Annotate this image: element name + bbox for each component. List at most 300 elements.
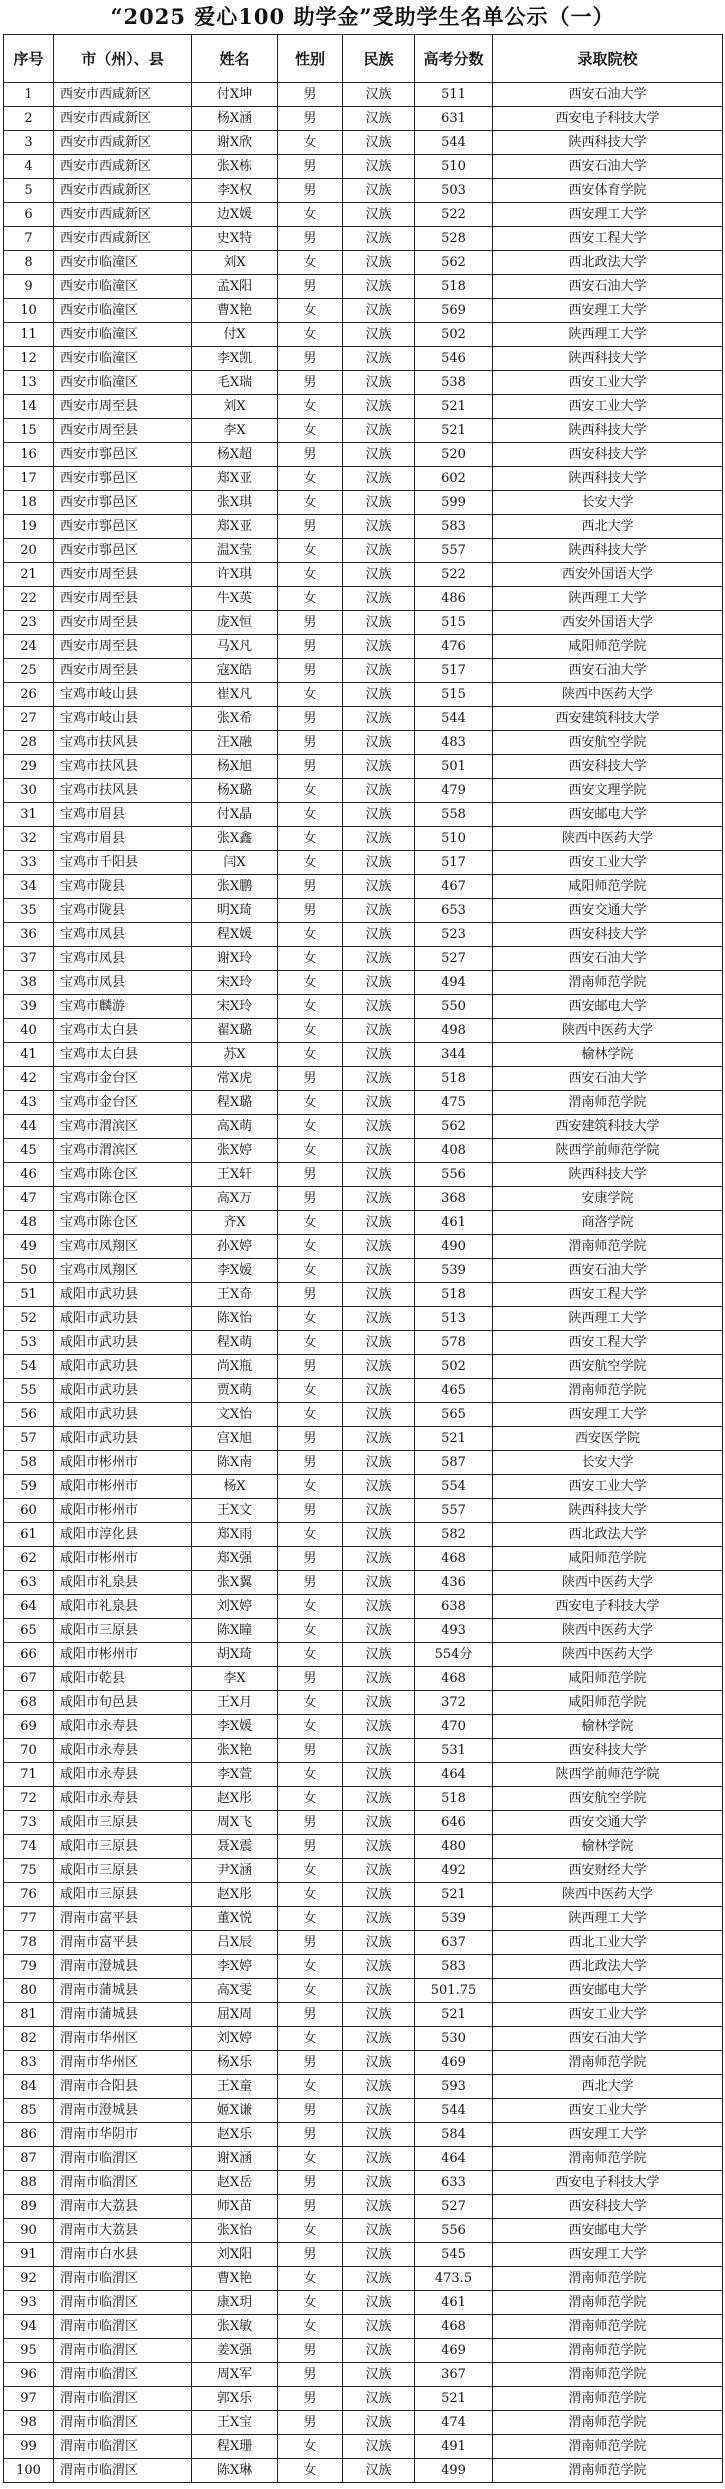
cell-ethnicity: 汉族 [343, 1211, 415, 1235]
cell-university: 安康学院 [493, 1187, 723, 1211]
cell-score: 468 [415, 2315, 493, 2339]
cell-ethnicity: 汉族 [343, 731, 415, 755]
cell-region: 西安市西咸新区 [54, 107, 192, 131]
cell-university: 榆林学院 [493, 1715, 723, 1739]
cell-index: 55 [4, 1379, 54, 1403]
cell-ethnicity: 汉族 [343, 443, 415, 467]
cell-university: 西北大学 [493, 515, 723, 539]
cell-region: 咸阳市永寿县 [54, 1763, 192, 1787]
cell-name: 张X鑫 [192, 827, 278, 851]
cell-gender: 男 [278, 1187, 343, 1211]
cell-score: 475 [415, 1091, 493, 1115]
cell-index: 30 [4, 779, 54, 803]
cell-region: 宝鸡市凤县 [54, 971, 192, 995]
table-row [4, 467, 723, 491]
cell-score: 515 [415, 611, 493, 635]
cell-ethnicity: 汉族 [343, 779, 415, 803]
cell-index: 97 [4, 2387, 54, 2411]
cell-name: 王X奇 [192, 1283, 278, 1307]
table-row [4, 2147, 723, 2171]
cell-name: 曹X艳 [192, 2267, 278, 2291]
cell-name: 杨X乐 [192, 2051, 278, 2075]
cell-ethnicity: 汉族 [343, 1883, 415, 1907]
cell-university: 陕西科技大学 [493, 1499, 723, 1523]
cell-index: 68 [4, 1691, 54, 1715]
cell-region: 渭南市华州区 [54, 2027, 192, 2051]
cell-index: 90 [4, 2219, 54, 2243]
cell-name: 温X莹 [192, 539, 278, 563]
cell-name: 谢X玲 [192, 947, 278, 971]
cell-gender: 女 [278, 1259, 343, 1283]
cell-name: 付X晶 [192, 803, 278, 827]
table-row [4, 347, 723, 371]
cell-region: 咸阳市礼泉县 [54, 1595, 192, 1619]
cell-name: 付X坤 [192, 83, 278, 107]
cell-region: 咸阳市武功县 [54, 1355, 192, 1379]
table-row [4, 539, 723, 563]
cell-ethnicity: 汉族 [343, 1187, 415, 1211]
table-row [4, 635, 723, 659]
cell-name: 史X特 [192, 227, 278, 251]
cell-score: 501 [415, 755, 493, 779]
cell-score: 493 [415, 1619, 493, 1643]
cell-index: 3 [4, 131, 54, 155]
header-ethnicity: 民族 [343, 35, 415, 83]
cell-ethnicity: 汉族 [343, 1499, 415, 1523]
cell-ethnicity: 汉族 [343, 1739, 415, 1763]
table-row [4, 1907, 723, 1931]
cell-name: 苏X [192, 1043, 278, 1067]
cell-ethnicity: 汉族 [343, 803, 415, 827]
cell-university: 西安外国语大学 [493, 563, 723, 587]
cell-region: 西安市周至县 [54, 635, 192, 659]
cell-ethnicity: 汉族 [343, 1787, 415, 1811]
cell-score: 637 [415, 1931, 493, 1955]
cell-score: 491 [415, 2435, 493, 2459]
cell-name: 程X璐 [192, 1091, 278, 1115]
cell-index: 52 [4, 1307, 54, 1331]
cell-score: 499 [415, 2459, 493, 2483]
table-row [4, 1283, 723, 1307]
cell-score: 539 [415, 1907, 493, 1931]
cell-score: 527 [415, 947, 493, 971]
cell-ethnicity: 汉族 [343, 1283, 415, 1307]
cell-region: 咸阳市永寿县 [54, 1715, 192, 1739]
cell-region: 宝鸡市扶风县 [54, 779, 192, 803]
cell-score: 556 [415, 1163, 493, 1187]
cell-university: 西安建筑科技大学 [493, 707, 723, 731]
table-row [4, 1139, 723, 1163]
cell-name: 李X [192, 419, 278, 443]
cell-name: 李X [192, 1667, 278, 1691]
cell-region: 西安市鄠邑区 [54, 539, 192, 563]
cell-score: 530 [415, 2027, 493, 2051]
cell-gender: 女 [278, 395, 343, 419]
cell-name: 陈X琳 [192, 2459, 278, 2483]
cell-university: 西安电子科技大学 [493, 1595, 723, 1619]
cell-index: 84 [4, 2075, 54, 2099]
cell-university: 西安石油大学 [493, 1259, 723, 1283]
cell-name: 文X怡 [192, 1403, 278, 1427]
cell-ethnicity: 汉族 [343, 1979, 415, 2003]
cell-region: 西安市西咸新区 [54, 155, 192, 179]
cell-index: 60 [4, 1499, 54, 1523]
table-row [4, 2027, 723, 2051]
cell-score: 565 [415, 1403, 493, 1427]
cell-region: 西安市西咸新区 [54, 203, 192, 227]
cell-region: 宝鸡市眉县 [54, 803, 192, 827]
cell-gender: 男 [278, 515, 343, 539]
cell-region: 宝鸡市金台区 [54, 1067, 192, 1091]
cell-name: 赵X岳 [192, 2171, 278, 2195]
cell-university: 渭南师范学院 [493, 2147, 723, 2171]
cell-region: 渭南市临渭区 [54, 2171, 192, 2195]
cell-gender: 男 [278, 2339, 343, 2363]
cell-gender: 男 [278, 1931, 343, 1955]
cell-name: 尹X涵 [192, 1859, 278, 1883]
cell-ethnicity: 汉族 [343, 1139, 415, 1163]
cell-score: 583 [415, 515, 493, 539]
cell-gender: 女 [278, 1235, 343, 1259]
cell-gender: 女 [278, 1859, 343, 1883]
cell-index: 32 [4, 827, 54, 851]
cell-index: 94 [4, 2315, 54, 2339]
cell-ethnicity: 汉族 [343, 1547, 415, 1571]
table-row [4, 107, 723, 131]
cell-ethnicity: 汉族 [343, 683, 415, 707]
cell-gender: 女 [278, 1763, 343, 1787]
cell-score: 408 [415, 1139, 493, 1163]
cell-gender: 男 [278, 1427, 343, 1451]
table-row [4, 323, 723, 347]
cell-gender: 男 [278, 371, 343, 395]
cell-gender: 男 [278, 1163, 343, 1187]
table-row [4, 1019, 723, 1043]
cell-index: 96 [4, 2363, 54, 2387]
table-row [4, 515, 723, 539]
cell-index: 73 [4, 1811, 54, 1835]
table-row [4, 2171, 723, 2195]
cell-university: 陕西中医药大学 [493, 1019, 723, 1043]
cell-gender: 男 [278, 107, 343, 131]
cell-region: 咸阳市武功县 [54, 1283, 192, 1307]
cell-region: 咸阳市彬州市 [54, 1643, 192, 1667]
cell-score: 569 [415, 299, 493, 323]
cell-region: 西安市鄠邑区 [54, 443, 192, 467]
cell-ethnicity: 汉族 [343, 827, 415, 851]
cell-gender: 女 [278, 1715, 343, 1739]
cell-university: 渭南师范学院 [493, 2411, 723, 2435]
cell-index: 74 [4, 1835, 54, 1859]
table-row [4, 1955, 723, 1979]
cell-university: 陕西中医药大学 [493, 1619, 723, 1643]
cell-region: 咸阳市彬州市 [54, 1547, 192, 1571]
cell-region: 渭南市临渭区 [54, 2435, 192, 2459]
cell-university: 西安石油大学 [493, 659, 723, 683]
table-row [4, 731, 723, 755]
table-row [4, 707, 723, 731]
table-row [4, 2219, 723, 2243]
cell-gender: 男 [278, 1547, 343, 1571]
cell-score: 531 [415, 1739, 493, 1763]
cell-index: 80 [4, 1979, 54, 2003]
cell-ethnicity: 汉族 [343, 1427, 415, 1451]
cell-university: 西安石油大学 [493, 83, 723, 107]
cell-region: 西安市周至县 [54, 563, 192, 587]
cell-gender: 女 [278, 1907, 343, 1931]
cell-name: 刘X [192, 251, 278, 275]
cell-university: 榆林学院 [493, 1043, 723, 1067]
cell-ethnicity: 汉族 [343, 1235, 415, 1259]
cell-ethnicity: 汉族 [343, 2387, 415, 2411]
cell-score: 558 [415, 803, 493, 827]
cell-name: 郑X雨 [192, 1523, 278, 1547]
cell-region: 宝鸡市凤翔区 [54, 1235, 192, 1259]
cell-name: 曹X艳 [192, 299, 278, 323]
table-row [4, 851, 723, 875]
cell-gender: 男 [278, 443, 343, 467]
cell-university: 西安石油大学 [493, 1067, 723, 1091]
cell-ethnicity: 汉族 [343, 2003, 415, 2027]
cell-university: 西北工业大学 [493, 1931, 723, 1955]
table-row [4, 2051, 723, 2075]
cell-index: 27 [4, 707, 54, 731]
cell-score: 521 [415, 419, 493, 443]
cell-university: 西安科技大学 [493, 755, 723, 779]
cell-score: 633 [415, 2171, 493, 2195]
cell-gender: 女 [278, 1787, 343, 1811]
cell-score: 498 [415, 1019, 493, 1043]
cell-gender: 男 [278, 155, 343, 179]
cell-university: 西安航空学院 [493, 1355, 723, 1379]
cell-name: 姜X强 [192, 2339, 278, 2363]
cell-region: 宝鸡市渭滨区 [54, 1115, 192, 1139]
cell-gender: 女 [278, 1115, 343, 1139]
cell-index: 31 [4, 803, 54, 827]
cell-gender: 女 [278, 779, 343, 803]
table-row [4, 1763, 723, 1787]
cell-region: 宝鸡市凤翔区 [54, 1259, 192, 1283]
cell-index: 9 [4, 275, 54, 299]
cell-gender: 女 [278, 2435, 343, 2459]
table-row [4, 1379, 723, 1403]
cell-gender: 男 [278, 1499, 343, 1523]
cell-gender: 女 [278, 1643, 343, 1667]
cell-region: 宝鸡市眉县 [54, 827, 192, 851]
cell-score: 638 [415, 1595, 493, 1619]
table-row [4, 1691, 723, 1715]
cell-index: 7 [4, 227, 54, 251]
cell-index: 38 [4, 971, 54, 995]
cell-region: 咸阳市淳化县 [54, 1523, 192, 1547]
cell-index: 19 [4, 515, 54, 539]
cell-name: 王X文 [192, 1499, 278, 1523]
cell-ethnicity: 汉族 [343, 2099, 415, 2123]
cell-region: 咸阳市彬州市 [54, 1475, 192, 1499]
cell-university: 咸阳师范学院 [493, 875, 723, 899]
cell-score: 464 [415, 2147, 493, 2171]
cell-index: 46 [4, 1163, 54, 1187]
table-row [4, 1859, 723, 1883]
cell-name: 孙X婷 [192, 1235, 278, 1259]
cell-score: 494 [415, 971, 493, 995]
cell-score: 368 [415, 1187, 493, 1211]
cell-index: 54 [4, 1355, 54, 1379]
cell-ethnicity: 汉族 [343, 131, 415, 155]
table-row [4, 1355, 723, 1379]
cell-ethnicity: 汉族 [343, 347, 415, 371]
cell-gender: 女 [278, 203, 343, 227]
cell-gender: 女 [278, 251, 343, 275]
cell-index: 1 [4, 83, 54, 107]
cell-score: 544 [415, 2099, 493, 2123]
cell-gender: 女 [278, 131, 343, 155]
cell-name: 马X凡 [192, 635, 278, 659]
table-row [4, 1571, 723, 1595]
table-row [4, 1163, 723, 1187]
cell-ethnicity: 汉族 [343, 371, 415, 395]
cell-score: 646 [415, 1811, 493, 1835]
cell-gender: 女 [278, 1019, 343, 1043]
cell-gender: 男 [278, 275, 343, 299]
cell-gender: 女 [278, 1331, 343, 1355]
cell-name: 毛X瑞 [192, 371, 278, 395]
cell-score: 587 [415, 1451, 493, 1475]
cell-university: 陕西中医药大学 [493, 1643, 723, 1667]
cell-region: 西安市西咸新区 [54, 131, 192, 155]
cell-region: 渭南市大荔县 [54, 2195, 192, 2219]
cell-region: 渭南市临渭区 [54, 2267, 192, 2291]
cell-index: 56 [4, 1403, 54, 1427]
cell-ethnicity: 汉族 [343, 491, 415, 515]
cell-index: 99 [4, 2435, 54, 2459]
cell-score: 436 [415, 1571, 493, 1595]
cell-university: 西安工程大学 [493, 227, 723, 251]
cell-index: 71 [4, 1763, 54, 1787]
cell-index: 50 [4, 1259, 54, 1283]
cell-name: 张X婷 [192, 1139, 278, 1163]
cell-region: 渭南市华州区 [54, 2051, 192, 2075]
cell-region: 渭南市白水县 [54, 2243, 192, 2267]
cell-gender: 女 [278, 2075, 343, 2099]
cell-name: 张X翼 [192, 1571, 278, 1595]
cell-score: 461 [415, 1211, 493, 1235]
cell-region: 宝鸡市陈仓区 [54, 1187, 192, 1211]
cell-university: 陕西科技大学 [493, 539, 723, 563]
cell-ethnicity: 汉族 [343, 2243, 415, 2267]
table-header [4, 35, 723, 83]
cell-ethnicity: 汉族 [343, 2171, 415, 2195]
table-row [4, 1595, 723, 1619]
cell-ethnicity: 汉族 [343, 1091, 415, 1115]
table-row [4, 1475, 723, 1499]
cell-region: 西安市临潼区 [54, 323, 192, 347]
cell-ethnicity: 汉族 [343, 1475, 415, 1499]
cell-name: 汪X融 [192, 731, 278, 755]
cell-name: 闫X [192, 851, 278, 875]
cell-name: 宋X玲 [192, 995, 278, 1019]
cell-name: 陈X南 [192, 1451, 278, 1475]
cell-gender: 女 [278, 803, 343, 827]
cell-index: 44 [4, 1115, 54, 1139]
cell-index: 13 [4, 371, 54, 395]
cell-university: 西安工业大学 [493, 2003, 723, 2027]
cell-index: 66 [4, 1643, 54, 1667]
cell-region: 渭南市临渭区 [54, 2387, 192, 2411]
cell-index: 8 [4, 251, 54, 275]
cell-ethnicity: 汉族 [343, 1667, 415, 1691]
cell-score: 469 [415, 2339, 493, 2363]
cell-index: 23 [4, 611, 54, 635]
table-row [4, 1043, 723, 1067]
table-row [4, 923, 723, 947]
header-index: 序号 [4, 35, 54, 83]
cell-score: 461 [415, 2291, 493, 2315]
cell-region: 宝鸡市扶风县 [54, 755, 192, 779]
cell-gender: 女 [278, 1691, 343, 1715]
cell-region: 西安市临潼区 [54, 275, 192, 299]
cell-university: 渭南师范学院 [493, 2315, 723, 2339]
cell-index: 70 [4, 1739, 54, 1763]
cell-university: 西安工业大学 [493, 395, 723, 419]
table-row [4, 1499, 723, 1523]
cell-name: 刘X阳 [192, 2243, 278, 2267]
cell-university: 陕西理工大学 [493, 1907, 723, 1931]
cell-index: 22 [4, 587, 54, 611]
cell-gender: 女 [278, 995, 343, 1019]
cell-region: 渭南市临渭区 [54, 2291, 192, 2315]
table-row [4, 1067, 723, 1091]
cell-score: 522 [415, 563, 493, 587]
cell-gender: 女 [278, 1595, 343, 1619]
cell-university: 西安工业大学 [493, 2099, 723, 2123]
cell-index: 91 [4, 2243, 54, 2267]
cell-ethnicity: 汉族 [343, 923, 415, 947]
cell-gender: 女 [278, 2291, 343, 2315]
table-row [4, 371, 723, 395]
cell-index: 10 [4, 299, 54, 323]
cell-gender: 女 [278, 491, 343, 515]
cell-gender: 女 [278, 1307, 343, 1331]
cell-ethnicity: 汉族 [343, 2363, 415, 2387]
cell-index: 36 [4, 923, 54, 947]
cell-gender: 男 [278, 2171, 343, 2195]
cell-ethnicity: 汉族 [343, 1403, 415, 1427]
cell-region: 西安市周至县 [54, 587, 192, 611]
cell-ethnicity: 汉族 [343, 299, 415, 323]
table-row [4, 1091, 723, 1115]
cell-gender: 女 [278, 1979, 343, 2003]
cell-ethnicity: 汉族 [343, 203, 415, 227]
cell-ethnicity: 汉族 [343, 971, 415, 995]
cell-name: 寇X皓 [192, 659, 278, 683]
cell-university: 渭南师范学院 [493, 2339, 723, 2363]
table-row [4, 275, 723, 299]
cell-region: 宝鸡市麟游 [54, 995, 192, 1019]
cell-ethnicity: 汉族 [343, 2027, 415, 2051]
cell-name: 姬X谦 [192, 2099, 278, 2123]
cell-name: 张X敏 [192, 2315, 278, 2339]
cell-name: 李X凯 [192, 347, 278, 371]
table-row [4, 1787, 723, 1811]
cell-name: 赵X乐 [192, 2123, 278, 2147]
cell-ethnicity: 汉族 [343, 1259, 415, 1283]
cell-score: 527 [415, 2195, 493, 2219]
cell-university: 渭南师范学院 [493, 2051, 723, 2075]
cell-gender: 女 [278, 1043, 343, 1067]
table-row [4, 2003, 723, 2027]
cell-name: 屈X周 [192, 2003, 278, 2027]
